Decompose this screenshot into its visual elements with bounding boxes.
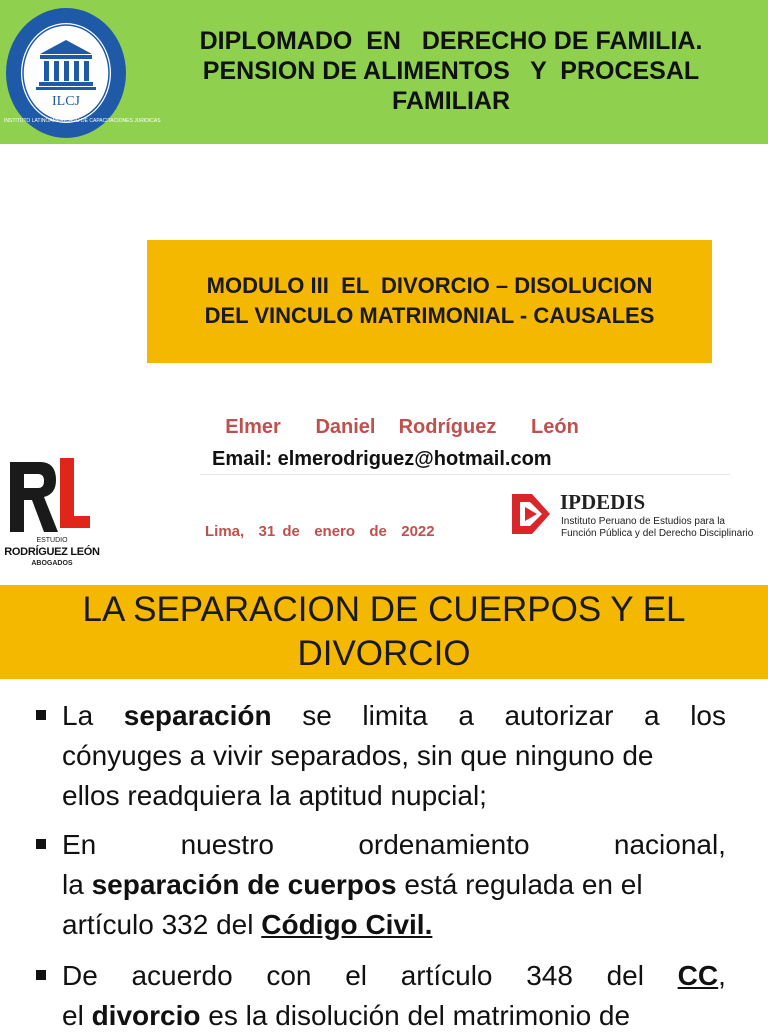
section-title-line-1: LA SEPARACION DE CUERPOS Y EL <box>82 590 686 629</box>
word: a <box>458 700 474 731</box>
presentation-date: Lima, 31 de enero de 2022 <box>205 523 435 540</box>
section-title <box>0 588 768 676</box>
bullet-2-line-3 <box>62 905 726 945</box>
word-bold: separación <box>123 700 272 731</box>
word: autorizar <box>504 700 614 731</box>
word: ordenamiento <box>358 829 530 860</box>
header-title-line-3: FAMILIAR <box>391 87 511 115</box>
ipdedis-name: IPDEDIS <box>560 490 646 514</box>
word: artículo <box>400 960 493 991</box>
author-name: Elmer Daniel Rodríguez León <box>225 416 579 438</box>
header-title-line-2: PENSION DE ALIMENTOS Y PROCESAL <box>202 57 700 85</box>
word-bold: divorcio <box>91 1000 201 1031</box>
module-title-line-2: DEL VINCULO MATRIMONIAL - CAUSALES <box>204 303 655 328</box>
word: los <box>690 700 726 731</box>
word: con <box>266 960 312 991</box>
word: En <box>62 829 97 860</box>
bullet-3-line-2 <box>62 996 726 1036</box>
phrase-bold: separación de cuerpos <box>91 869 397 900</box>
header-title-line-1: DIPLOMADO EN DERECHO DE FAMILIA. <box>199 27 703 55</box>
bullet-2-line-2 <box>62 865 726 905</box>
bullet-square-icon <box>36 710 46 720</box>
rl-logo-name: RODRÍGUEZ LEÓN <box>4 546 100 558</box>
phrase: es la disolución del matrimonio de <box>208 1000 631 1031</box>
bullet-1-line-3: ellos readquiera la aptitud nupcial; <box>62 780 487 811</box>
phrase: artículo 332 del <box>62 909 254 940</box>
bullet-1-line-2: cónyuges a vivir separados, sin que ninguno de <box>62 740 654 771</box>
module-title <box>147 271 712 331</box>
word: a <box>644 700 660 731</box>
rl-logo-estudio: ESTUDIO <box>36 537 68 544</box>
ipdedis-subtitle-2: Función Pública y del Derecho Disciplinario <box>561 528 754 539</box>
seal-ring-text: INSTITUTO LATINOAMERICANO DE CAPACITACIONES JURIDICAS <box>4 118 161 124</box>
bullet-square-icon <box>36 839 46 849</box>
codigo-civil-reference: Código Civil. <box>261 909 433 940</box>
divider-line <box>200 474 730 475</box>
module-title-line-1: MODULO III EL DIVORCIO – DISOLUCION <box>206 273 653 298</box>
word: el <box>345 960 367 991</box>
word: la <box>62 869 84 900</box>
word: acuerdo <box>131 960 233 991</box>
header-title <box>145 26 757 116</box>
comma: , <box>718 960 726 991</box>
ipdedis-logo-icon <box>508 490 554 538</box>
word: nuestro <box>180 829 274 860</box>
phrase: está regulada en el <box>404 869 643 900</box>
bullet-square-icon <box>36 970 46 980</box>
word: limita <box>362 700 428 731</box>
word: De <box>62 960 98 991</box>
bullet-1-line-1 <box>62 696 726 736</box>
rl-logo-abogados: ABOGADOS <box>31 560 73 567</box>
seal-abbreviation: ILCJ <box>52 94 80 109</box>
word: del <box>606 960 644 991</box>
cc-reference <box>678 956 726 996</box>
word: nacional, <box>613 829 726 860</box>
cc-abbrev: CC <box>677 960 719 991</box>
word: La <box>62 700 94 731</box>
author-email: Email: elmerodriguez@hotmail.com <box>212 448 552 470</box>
section-title-line-2: DIVORCIO <box>297 634 471 673</box>
word: se <box>302 700 332 731</box>
bullet-3-line-1 <box>62 956 726 996</box>
word: 348 <box>526 960 573 991</box>
bullet-2-line-1 <box>62 825 726 865</box>
word: el <box>62 1000 84 1031</box>
ipdedis-subtitle-1: Instituto Peruano de Estudios para la <box>561 516 725 527</box>
